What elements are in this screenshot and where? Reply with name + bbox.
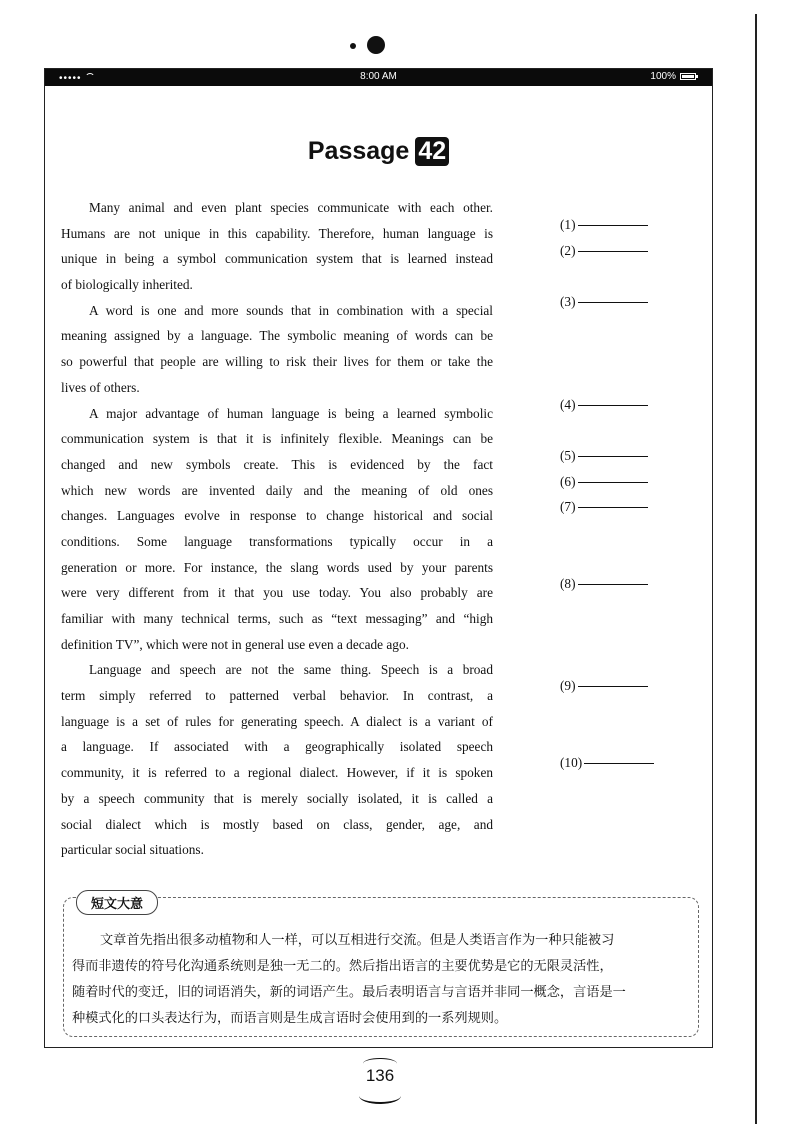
passage-line: were very different from it that you use today. You also probably are xyxy=(61,585,493,601)
passage-line: which new words are invented daily and the meaning of old ones xyxy=(61,482,493,498)
status-time: 8:00 AM xyxy=(360,71,397,82)
answer-blank-8[interactable]: (8) xyxy=(560,576,648,592)
passage-line: Language and speech are not the same thing. Speech is a broad xyxy=(89,662,493,678)
passage-line: meaning assigned by a language. The symbolic meaning of words can be xyxy=(61,328,493,344)
signal-indicator: ••••• xyxy=(59,71,95,84)
page-edge-rule xyxy=(755,14,757,1124)
page-number-text: 136 xyxy=(365,1066,395,1085)
passage-number-badge: 42 xyxy=(415,137,449,166)
page-number-arc-bottom xyxy=(359,1088,401,1104)
passage-line: of biologically inherited. xyxy=(61,277,193,293)
battery-icon xyxy=(680,73,696,80)
passage-line: conditions. Some language transformations typically occur in a xyxy=(61,533,493,549)
passage-line: Humans are not unique in this capability. Therefore, human language is xyxy=(61,225,493,241)
passage-line: A major advantage of human language is being a learned symbolic xyxy=(89,405,493,421)
status-bar xyxy=(45,69,712,86)
answer-blank-9[interactable]: (9) xyxy=(560,678,648,694)
summary-line: 种模式化的口头表达行为，而语言则是生成言语时会使用到的一系列规则。 xyxy=(72,1011,508,1026)
summary-label: 短文大意 xyxy=(76,890,158,915)
passage-line: communication system is that it is infinitely flexible. Meanings can be xyxy=(61,431,493,447)
answer-blank-5[interactable]: (5) xyxy=(560,448,648,464)
summary-line: 随着时代的变迁，旧的词语消失，新的词语产生。最后表明语言与言语并非同一概念，言语是一 xyxy=(72,985,626,1000)
device-screen xyxy=(44,68,713,1048)
summary-box xyxy=(63,897,699,1037)
passage-line: A word is one and more sounds that in combination with a special xyxy=(89,302,493,318)
page-number xyxy=(355,1058,405,1108)
page-title xyxy=(45,137,712,166)
answer-blank-4[interactable]: (4) xyxy=(560,397,648,413)
battery-indicator xyxy=(650,71,696,82)
passage-line: Many animal and even plant species communicate with each other. xyxy=(89,200,493,215)
passage-line: so powerful that people are willing to risk their lives for them or take the xyxy=(61,354,493,370)
answer-blank-6[interactable]: (6) xyxy=(560,474,648,490)
battery-percent: 100% xyxy=(650,71,676,82)
passage-line: a language. If associated with a geographically isolated speech xyxy=(61,739,493,755)
passage-line: particular social situations. xyxy=(61,842,204,858)
passage-line: lives of others. xyxy=(61,379,140,395)
passage-line: language is a set of rules for generating speech. A dialect is a variant of xyxy=(61,713,493,729)
answer-blank-3[interactable]: (3) xyxy=(560,294,648,310)
passage-text xyxy=(61,195,493,863)
passage-line: social dialect which is mostly based on class, gender, age, and xyxy=(61,816,493,832)
summary-line: 得而非遗传的符号化沟通系统则是独一无二的。然后指出语言的主要优势是它的无限灵活性， xyxy=(72,959,613,974)
passage-line: unique in being a symbol communication system that is learned instead xyxy=(61,251,493,267)
answer-blank-2[interactable]: (2) xyxy=(560,243,648,259)
passage-line: term simply referred to patterned verbal behavior. In contrast, a xyxy=(61,688,493,704)
passage-line: changes. Languages evolve in response to change historical and social xyxy=(61,508,493,524)
passage-line: generation or more. For instance, the slang words used by your parents xyxy=(61,559,493,575)
answer-blank-7[interactable]: (7) xyxy=(560,499,648,515)
passage-line: by a speech community that is merely socially isolated, it is called a xyxy=(61,790,493,806)
passage-line: familiar with many technical terms, such as “text messaging” and “high xyxy=(61,611,493,626)
answer-blank-10[interactable]: (10) xyxy=(560,755,654,771)
passage-line: changed and new symbols create. This is evidenced by the fact xyxy=(61,456,493,472)
summary-line: 文章首先指出很多动植物和人一样，可以互相进行交流。但是人类语言作为一种只能被习 xyxy=(100,933,615,948)
title-word: Passage xyxy=(307,137,410,165)
device-camera xyxy=(350,36,390,56)
passage-line: definition TV”, which were not in general use even a decade ago. xyxy=(61,636,409,652)
passage-line: community, it is referred to a regional dialect. However, if it is spoken xyxy=(61,765,493,781)
camera-lens xyxy=(367,36,385,54)
camera-sensor-dot xyxy=(350,43,356,49)
summary-text xyxy=(72,928,690,1032)
answer-blank-1[interactable]: (1) xyxy=(560,217,648,233)
